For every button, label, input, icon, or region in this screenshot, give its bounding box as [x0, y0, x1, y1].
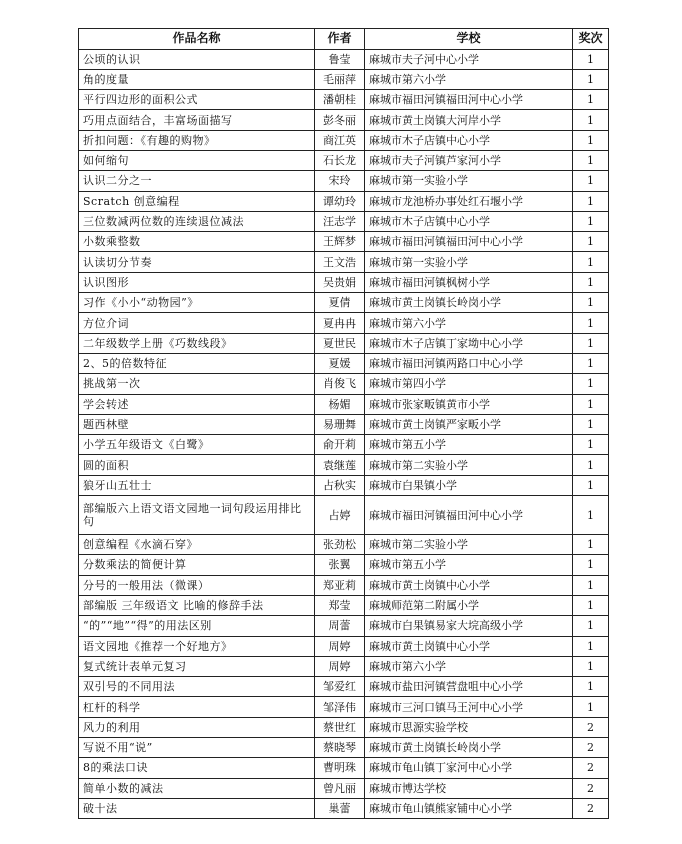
- table-row: [79, 272, 609, 292]
- author-name: 邹泽伟: [315, 697, 365, 717]
- school-name: 麻城市黄土岗镇严家畈小学: [365, 414, 573, 434]
- school-name: 麻城市第六小学: [365, 656, 573, 676]
- award-level: 1: [573, 616, 609, 636]
- table-row: [79, 252, 609, 272]
- author-name: 鲁莹: [315, 49, 365, 69]
- award-level: 1: [573, 150, 609, 170]
- school-name: 麻城市第五小学: [365, 555, 573, 575]
- school-name: 麻城市福田河镇福田河中心小学: [365, 90, 573, 110]
- table-row: [79, 394, 609, 414]
- award-level: 1: [573, 272, 609, 292]
- author-name: 邹爱红: [315, 677, 365, 697]
- school-name: 麻城市第二实验小学: [365, 535, 573, 555]
- award-level: 1: [573, 90, 609, 110]
- award-level: 1: [573, 435, 609, 455]
- award-level: 1: [573, 455, 609, 475]
- work-title: 学会转述: [79, 394, 315, 414]
- table-row: [79, 110, 609, 130]
- work-title: 8的乘法口诀: [79, 758, 315, 778]
- author-name: 曾凡丽: [315, 778, 365, 798]
- author-name: 王辉梦: [315, 232, 365, 252]
- table-row: [79, 656, 609, 676]
- author-name: 杨媚: [315, 394, 365, 414]
- work-title: 公顷的认识: [79, 49, 315, 69]
- award-level: 1: [573, 232, 609, 252]
- author-name: 商江英: [315, 130, 365, 150]
- work-title: 习作《小小“动物园”》: [79, 293, 315, 313]
- table-row: [79, 374, 609, 394]
- work-title: “的”“地”“得”的用法区别: [79, 616, 315, 636]
- table-row: [79, 211, 609, 231]
- award-level: 1: [573, 555, 609, 575]
- school-name: 麻城市博达学校: [365, 778, 573, 798]
- table-row: [79, 758, 609, 778]
- school-name: 麻城市张家畈镇黄市小学: [365, 394, 573, 414]
- award-level: 1: [573, 353, 609, 373]
- award-level: 2: [573, 798, 609, 818]
- work-title: 方位介词: [79, 313, 315, 333]
- school-name: 麻城市黄土岗镇中心小学: [365, 636, 573, 656]
- school-name: 麻城市第一实验小学: [365, 171, 573, 191]
- author-name: 袁继莲: [315, 455, 365, 475]
- author-name: 郑亚莉: [315, 575, 365, 595]
- award-level: 1: [573, 575, 609, 595]
- school-name: 麻城市黄土岗镇长岭岗小学: [365, 738, 573, 758]
- award-level: 1: [573, 394, 609, 414]
- table-row: [79, 738, 609, 758]
- header-author: 作者: [315, 29, 365, 50]
- author-name: 谭幼玲: [315, 191, 365, 211]
- school-name: 麻城市福田河镇福田河中心小学: [365, 496, 573, 535]
- award-level: 1: [573, 191, 609, 211]
- award-level: 1: [573, 535, 609, 555]
- school-name: 麻城师范第二附属小学: [365, 595, 573, 615]
- author-name: 周蕾: [315, 616, 365, 636]
- school-name: 麻城市白果镇易家大垸高级小学: [365, 616, 573, 636]
- award-level: 2: [573, 778, 609, 798]
- award-level: 1: [573, 211, 609, 231]
- author-name: 占秋实: [315, 475, 365, 495]
- table-row: [79, 555, 609, 575]
- school-name: 麻城市木子店镇中心小学: [365, 211, 573, 231]
- award-level: 1: [573, 636, 609, 656]
- award-level: 1: [573, 496, 609, 535]
- award-level: 1: [573, 69, 609, 89]
- work-title: 如何缩句: [79, 150, 315, 170]
- author-name: 夏倩: [315, 293, 365, 313]
- author-name: 易珊舞: [315, 414, 365, 434]
- author-name: 王文浩: [315, 252, 365, 272]
- table-row: [79, 677, 609, 697]
- work-title: 部编版 三年级语文 比喻的修辞手法: [79, 595, 315, 615]
- table-row: [79, 414, 609, 434]
- table-row: [79, 595, 609, 615]
- work-title: 折扣问题：《有趣的购物》: [79, 130, 315, 150]
- author-name: 俞开莉: [315, 435, 365, 455]
- author-name: 彭冬丽: [315, 110, 365, 130]
- work-title: 狼牙山五壮士: [79, 475, 315, 495]
- work-title: 平行四边形的面积公式: [79, 90, 315, 110]
- table-row: [79, 535, 609, 555]
- school-name: 麻城市第四小学: [365, 374, 573, 394]
- school-name: 麻城市夫子河中心小学: [365, 49, 573, 69]
- table-row: [79, 455, 609, 475]
- work-title: 题西林壁: [79, 414, 315, 434]
- header-award: 奖次: [573, 29, 609, 50]
- table-body: [79, 49, 609, 819]
- table-row: [79, 475, 609, 495]
- school-name: 麻城市夫子河镇芦家河小学: [365, 150, 573, 170]
- school-name: 麻城市黄土岗镇长岭岗小学: [365, 293, 573, 313]
- work-title: 认读切分节奏: [79, 252, 315, 272]
- table-row: [79, 313, 609, 333]
- header-school: 学校: [365, 29, 573, 50]
- work-title: 小学五年级语文《白鹭》: [79, 435, 315, 455]
- work-title: 认识二分之一: [79, 171, 315, 191]
- award-level: 1: [573, 697, 609, 717]
- work-title: 复式统计表单元复习: [79, 656, 315, 676]
- author-name: 夏冉冉: [315, 313, 365, 333]
- work-title: 部编版六上语文语文园地一词句段运用排比句: [79, 496, 315, 535]
- award-level: 1: [573, 475, 609, 495]
- work-title: 写说不用“说”: [79, 738, 315, 758]
- work-title: 语文园地《推荐一个好地方》: [79, 636, 315, 656]
- author-name: 巢蕾: [315, 798, 365, 818]
- table-row: [79, 90, 609, 110]
- work-title: 2、5的倍数特征: [79, 353, 315, 373]
- table-row: [79, 575, 609, 595]
- work-title: 巧用点面结合，丰富场面描写: [79, 110, 315, 130]
- author-name: 潘朝桂: [315, 90, 365, 110]
- table-header-row: [79, 29, 609, 50]
- school-name: 麻城市福田河镇福田河中心小学: [365, 232, 573, 252]
- table-row: [79, 697, 609, 717]
- school-name: 麻城市龙池桥办事处红石堰小学: [365, 191, 573, 211]
- work-title: 双引号的不同用法: [79, 677, 315, 697]
- work-title: 挑战第一次: [79, 374, 315, 394]
- work-title: 角的度量: [79, 69, 315, 89]
- work-title: 三位数减两位数的连续退位减法: [79, 211, 315, 231]
- table-row: [79, 130, 609, 150]
- work-title: Scratch 创意编程: [79, 191, 315, 211]
- table-row: [79, 496, 609, 535]
- work-title: 小数乘整数: [79, 232, 315, 252]
- table-row: [79, 435, 609, 455]
- author-name: 张翼: [315, 555, 365, 575]
- author-name: 曹明珠: [315, 758, 365, 778]
- school-name: 麻城市福田河镇两路口中心小学: [365, 353, 573, 373]
- award-level: 1: [573, 130, 609, 150]
- work-title: 圆的面积: [79, 455, 315, 475]
- table-row: [79, 232, 609, 252]
- table-row: [79, 778, 609, 798]
- work-title: 二年级数学上册《巧数线段》: [79, 333, 315, 353]
- work-title: 风力的利用: [79, 717, 315, 737]
- award-level: 1: [573, 252, 609, 272]
- school-name: 麻城市盐田河镇营盘咀中心小学: [365, 677, 573, 697]
- author-name: 周婷: [315, 636, 365, 656]
- award-level: 1: [573, 313, 609, 333]
- award-level: 2: [573, 738, 609, 758]
- award-level: 1: [573, 414, 609, 434]
- author-name: 汪志学: [315, 211, 365, 231]
- award-level: 1: [573, 49, 609, 69]
- awards-table: [78, 28, 609, 819]
- school-name: 麻城市福田河镇枫树小学: [365, 272, 573, 292]
- award-level: 1: [573, 595, 609, 615]
- table-row: [79, 191, 609, 211]
- author-name: 张劲松: [315, 535, 365, 555]
- work-title: 分数乘法的简便计算: [79, 555, 315, 575]
- school-name: 麻城市龟山镇熊家铺中心小学: [365, 798, 573, 818]
- table-row: [79, 353, 609, 373]
- work-title: 杠杆的科学: [79, 697, 315, 717]
- school-name: 麻城市木子店镇中心小学: [365, 130, 573, 150]
- award-level: 2: [573, 717, 609, 737]
- author-name: 蔡晓琴: [315, 738, 365, 758]
- author-name: 夏媛: [315, 353, 365, 373]
- work-title: 分号的一般用法（微课）: [79, 575, 315, 595]
- school-name: 麻城市黄土岗镇中心小学: [365, 575, 573, 595]
- school-name: 麻城市龟山镇丁家河中心小学: [365, 758, 573, 778]
- table-row: [79, 293, 609, 313]
- school-name: 麻城市黄土岗镇大河岸小学: [365, 110, 573, 130]
- award-level: 1: [573, 333, 609, 353]
- table-row: [79, 150, 609, 170]
- work-title: 破十法: [79, 798, 315, 818]
- award-level: 1: [573, 656, 609, 676]
- author-name: 蔡世红: [315, 717, 365, 737]
- table-row: [79, 717, 609, 737]
- school-name: 麻城市白果镇小学: [365, 475, 573, 495]
- header-title: 作品名称: [79, 29, 315, 50]
- author-name: 郑莹: [315, 595, 365, 615]
- author-name: 占婷: [315, 496, 365, 535]
- author-name: 毛丽萍: [315, 69, 365, 89]
- work-title: 创意编程《水滴石穿》: [79, 535, 315, 555]
- author-name: 夏世民: [315, 333, 365, 353]
- table-row: [79, 616, 609, 636]
- award-level: 1: [573, 374, 609, 394]
- school-name: 麻城市木子店镇丁家坳中心小学: [365, 333, 573, 353]
- author-name: 肖俊飞: [315, 374, 365, 394]
- work-title: 简单小数的减法: [79, 778, 315, 798]
- school-name: 麻城市思源实验学校: [365, 717, 573, 737]
- school-name: 麻城市第六小学: [365, 69, 573, 89]
- school-name: 麻城市第二实验小学: [365, 455, 573, 475]
- author-name: 周婷: [315, 656, 365, 676]
- table-row: [79, 798, 609, 818]
- award-level: 1: [573, 677, 609, 697]
- school-name: 麻城市第一实验小学: [365, 252, 573, 272]
- award-level: 1: [573, 171, 609, 191]
- award-level: 1: [573, 293, 609, 313]
- table-row: [79, 171, 609, 191]
- table-row: [79, 69, 609, 89]
- author-name: 吴贵娟: [315, 272, 365, 292]
- table-row: [79, 636, 609, 656]
- author-name: 宋玲: [315, 171, 365, 191]
- work-title: 认识图形: [79, 272, 315, 292]
- award-level: 1: [573, 110, 609, 130]
- author-name: 石长龙: [315, 150, 365, 170]
- award-level: 2: [573, 758, 609, 778]
- table-row: [79, 333, 609, 353]
- school-name: 麻城市第五小学: [365, 435, 573, 455]
- school-name: 麻城市三河口镇马王河中心小学: [365, 697, 573, 717]
- school-name: 麻城市第六小学: [365, 313, 573, 333]
- table-row: [79, 49, 609, 69]
